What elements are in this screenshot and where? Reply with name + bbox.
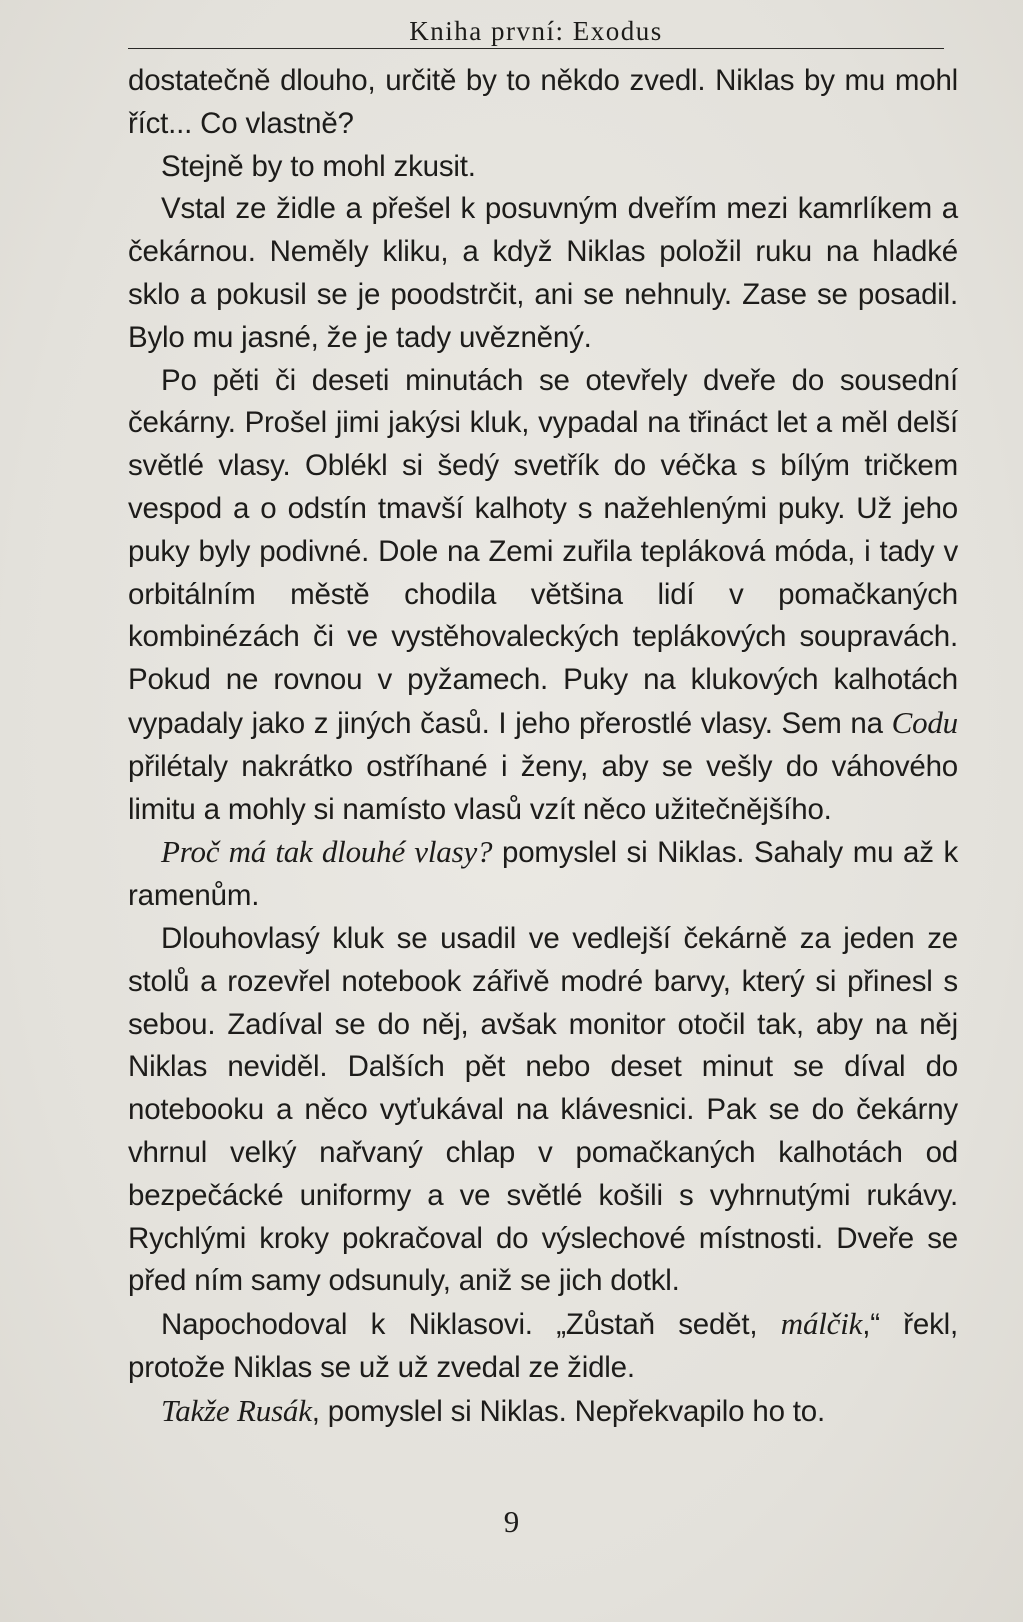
paragraph [128, 60, 958, 146]
italic-text-run: Codu [891, 704, 958, 740]
italic-text-run: Proč má tak dlouhé vlasy? [161, 834, 493, 870]
text-run: Po pěti či deseti minutách se otevřely dveře do sousední čekárny. Prošel jimi jakýsi kluk, vypadal na třináct let a měl delší světlé vlasy. Oblékl si šedý svetřík do véčka s bílým tričkem vespod a o odstín tmavší kalhoty s nažehlenými puky. Už jeho puky byly podivné. Dole na Zemi zuřila tepláková móda, i tady v orbitálním městě chodila většina lidí v pomačkaných kombinézách či ve vystěhovaleckých teplákových soupravách. Pokud ne rovnou v pyžamech. Puky na klukových kalhotách vypadaly jako z jiných časů. I jeho přerostlé vlasy. Sem na [128, 363, 958, 740]
page-number: 9 [503, 1504, 520, 1539]
paragraph [128, 1303, 958, 1390]
italic-text-run: málčik [780, 1306, 863, 1342]
text-run: Vstal ze židle a přešel k posuvným dveřím mezi kamrlíkem a čekárnou. Neměly kliku, a když Niklas položil ruku na hladké sklo a pokusil se je poodstrčit, ani se nehnuly. Zase se posadil. Bylo mu jasné, že je tady uvězněný. [128, 192, 958, 354]
paragraph [128, 918, 958, 1303]
text-run: přilétaly nakrátko ostříhané i ženy, aby se vešly do váhového limitu a mohly si namísto vlasů vzít něco užitečnějšího. [128, 749, 958, 826]
paragraph [128, 1390, 958, 1434]
text-run: dostatečně dlouho, určitě by to někdo zvedl. Niklas by mu mohl říct... Co vlastně? [128, 64, 958, 140]
text-run: Dlouhovlasý kluk se usadil ve vedlejší čekárně za jeden ze stolů a rozevřel notebook zářivě modré barvy, který si přinesl s sebou. Zadíval se do něj, avšak monitor otočil tak, aby na něj Niklas neviděl. Dalších pět nebo deset minut se díval do notebooku a něco vyťukával na klávesnici. Pak se do čekárny vhrnul velký nařvaný chlap v pomačkaných kalhotách od bezpečácké uniformy a ve světlé košili s vyhrnutými rukávy. Rychlými kroky pokračoval do výslechové místnosti. Dveře se před ním samy odsunuly, aniž se jich dotkl. [128, 921, 958, 1298]
paragraph [128, 188, 958, 359]
text-run: Napochodoval k Niklasovi. „Zůstaň sedět, [161, 1308, 781, 1342]
paragraph [128, 146, 958, 189]
header-rule [128, 48, 944, 49]
paragraph [128, 831, 958, 918]
text-run: Stejně by to mohl zkusit. [161, 149, 476, 183]
text-run: , pomyslel si Niklas. Nepřekvapilo ho to. [311, 1394, 825, 1428]
text-run: pomyslel si Niklas. Sahaly mu až k ramenům. [128, 836, 959, 913]
body-text [128, 60, 958, 1434]
paragraph [128, 360, 958, 832]
running-header: Kniha první: Exodus [409, 16, 663, 46]
text-run: ,“ řekl, protože Niklas se už už zvedal ze židle. [128, 1308, 958, 1384]
italic-text-run: Takže Rusák [161, 1392, 312, 1428]
